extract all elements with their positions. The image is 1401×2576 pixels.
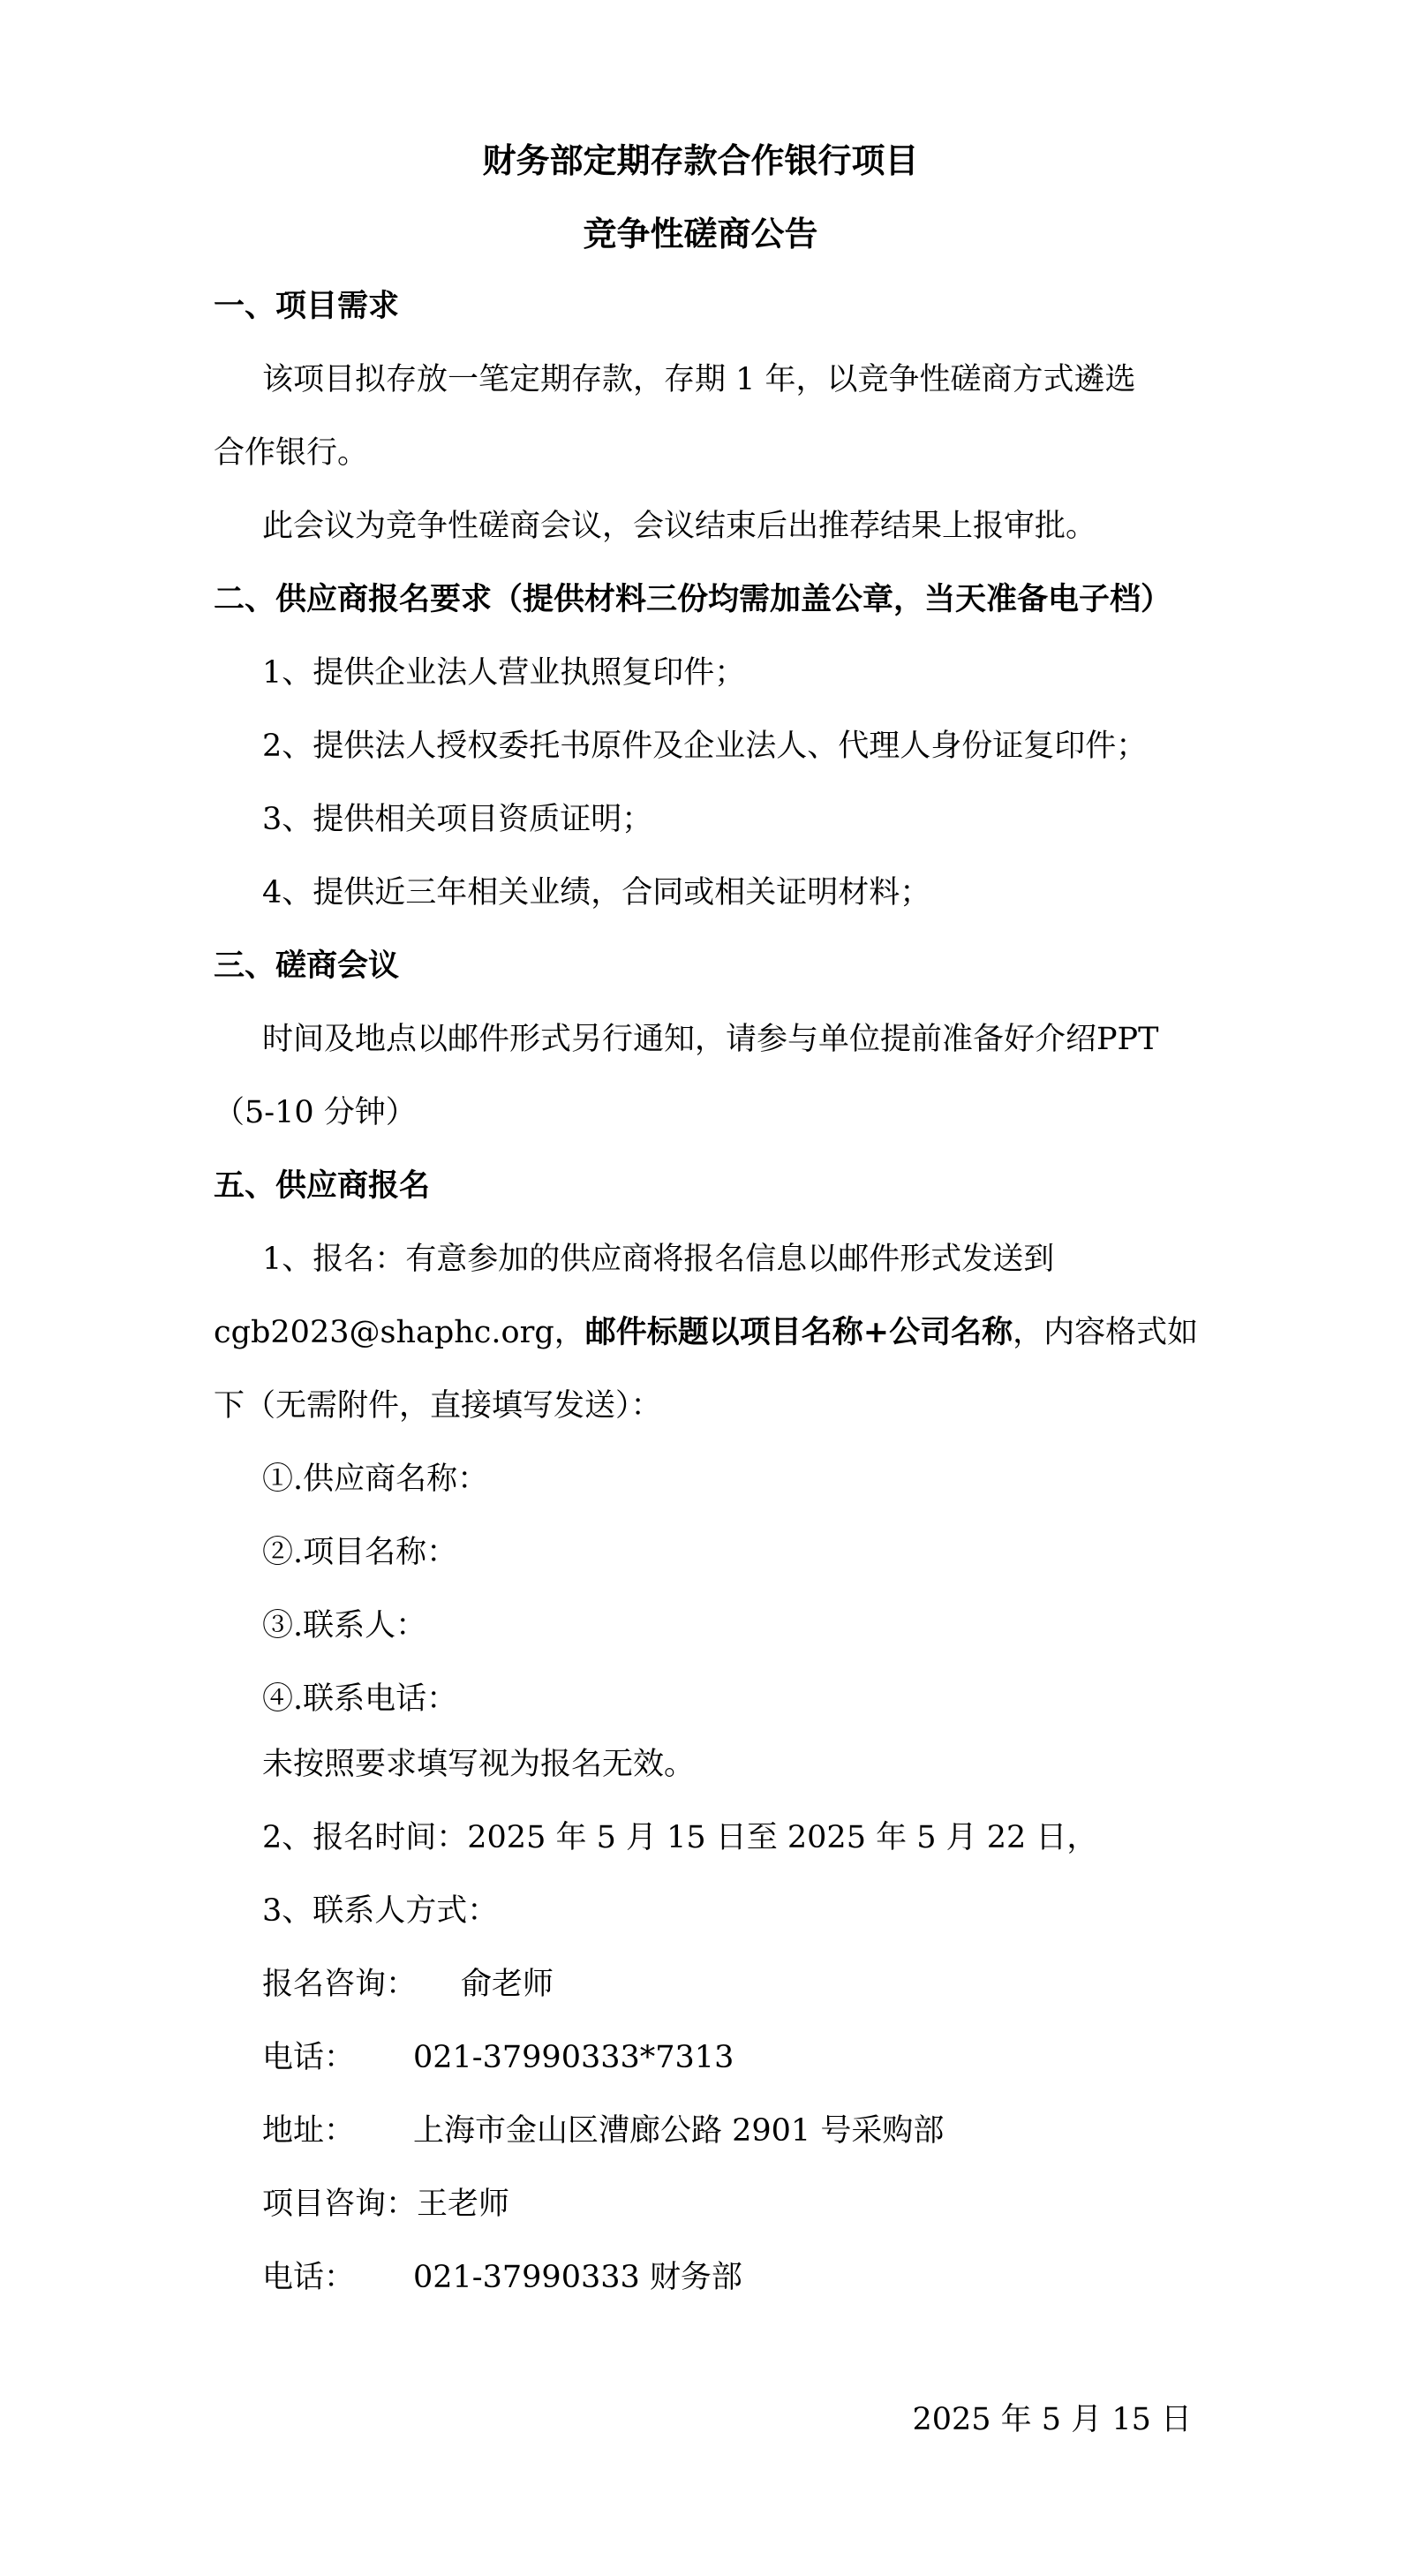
contact-methods-heading: 3、联系人方式： <box>262 1893 499 1929</box>
form-field-project-name: ②.项目名称： <box>262 1535 458 1570</box>
contact-project-label: 项目咨询： <box>262 2187 418 2222</box>
contact-registration <box>262 1965 554 2004</box>
registration-item-1-line-2 <box>214 1313 1198 1352</box>
form-field-contact-person: ③.联系人： <box>262 1608 427 1643</box>
contact-phone-1-value: 021-37990333*7313 <box>413 2040 734 2075</box>
requirements-para-2: 此会议为竞争性磋商会议，会议结束后出推荐结果上报审批。 <box>262 509 1097 544</box>
contact-phone-1-label: 电话： <box>262 2040 356 2075</box>
section-heading-supplier-requirements: 二、供应商报名要求（提供材料三份均需加盖公章，当天准备电子档） <box>214 581 1172 617</box>
form-field-supplier-name: ①.供应商名称： <box>262 1462 489 1497</box>
contact-phone-2-label: 电话： <box>262 2260 356 2295</box>
supplier-requirement-item: 2、提供法人授权委托书原件及企业法人、代理人身份证复印件； <box>262 729 1148 764</box>
meeting-para-line-2: （5-10 分钟） <box>214 1095 417 1130</box>
contact-project <box>262 2185 509 2224</box>
section-heading-registration: 五、供应商报名 <box>214 1167 431 1204</box>
invalid-registration-note: 未按照要求填写视为报名无效。 <box>262 1747 696 1782</box>
registration-item-1-line-3: 下（无需附件，直接填写发送）： <box>214 1388 662 1424</box>
section-heading-consultation-meeting: 三、磋商会议 <box>214 948 400 984</box>
contact-address-label: 地址： <box>262 2113 356 2149</box>
meeting-para-line-1: 时间及地点以邮件形式另行通知，请参与单位提前准备好介绍PPT <box>262 1022 1159 1057</box>
requirements-para-1-line-1: 该项目拟存放一笔定期存款，存期 1 年，以竞争性磋商方式遴选 <box>262 362 1136 397</box>
contact-address <box>262 2111 944 2150</box>
registration-email: cgb2023@shaphc.org， <box>214 1315 585 1350</box>
registration-item-1-line-1: 1、报名：有意参加的供应商将报名信息以邮件形式发送到 <box>262 1242 1055 1277</box>
registration-email-subject-rule: 邮件标题以项目名称+公司名称 <box>584 1314 1013 1350</box>
requirements-para-1-line-2: 合作银行。 <box>214 435 369 471</box>
contact-phone-2 <box>262 2258 742 2297</box>
title-line-2: 竞争性磋商公告 <box>583 214 818 253</box>
contact-phone-2-value: 021-37990333 财务部 <box>413 2260 742 2295</box>
registration-item-1-tail: ，内容格式如 <box>1013 1315 1199 1350</box>
contact-phone-1 <box>262 2038 734 2077</box>
announcement-date: 2025 年 5 月 15 日 <box>912 2402 1192 2437</box>
contact-project-value: 王老师 <box>417 2187 510 2222</box>
supplier-requirement-item: 4、提供近三年相关业绩，合同或相关证明材料； <box>262 875 931 910</box>
supplier-requirement-item: 3、提供相关项目资质证明； <box>262 802 653 837</box>
supplier-requirement-item: 1、提供企业法人营业执照复印件； <box>262 655 746 691</box>
contact-address-value: 上海市金山区漕廊公路 2901 号采购部 <box>413 2113 945 2149</box>
contact-registration-value: 俞老师 <box>461 1967 554 2002</box>
contact-registration-label: 报名咨询： <box>262 1967 418 2002</box>
section-heading-requirements: 一、项目需求 <box>214 288 400 324</box>
registration-time: 2、报名时间：2025 年 5 月 15 日至 2025 年 5 月 22 日， <box>262 1820 1098 1855</box>
form-field-contact-phone: ④.联系电话： <box>262 1681 458 1717</box>
title-line-1: 财务部定期存款合作银行项目 <box>482 140 919 180</box>
